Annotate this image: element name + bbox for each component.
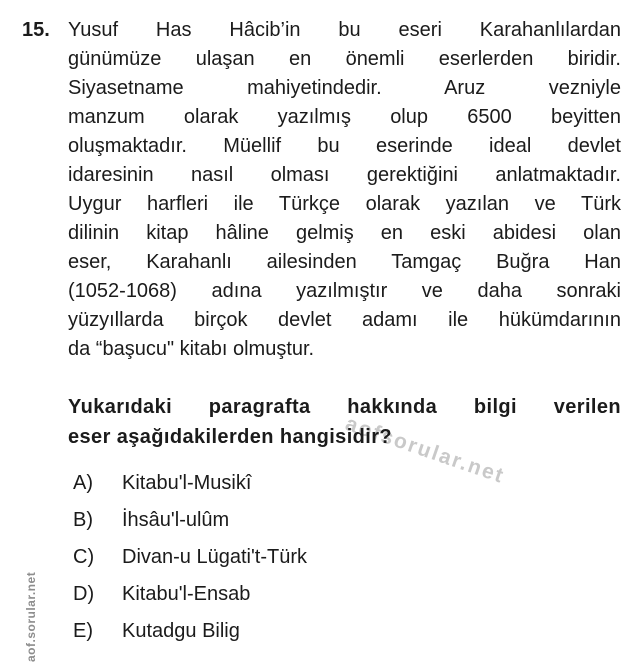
- paragraph-line: yüzyıllarda birçok devlet adamı ile hükümdarının: [68, 309, 621, 331]
- option-e-text: Kutadgu Bilig: [122, 620, 240, 642]
- option-d-letter: D): [73, 583, 95, 605]
- options-list: [73, 472, 307, 643]
- option-b-text: İhsâu'l-ulûm: [122, 509, 230, 531]
- paragraph-line: idaresinin nasıl olması gerektiğini anlatmaktadır.: [68, 164, 621, 186]
- option-c-letter: C): [73, 546, 95, 568]
- paragraph-line: Siyasetname mahiyetindedir. Aruz vezniyle: [68, 77, 621, 99]
- option-e[interactable]: [73, 620, 307, 643]
- paragraph-line: günümüze ulaşan en önemli eserlerden biridir.: [68, 48, 621, 70]
- question-paragraph: [68, 16, 621, 364]
- paragraph-line: Uygur harfleri ile Türkçe olarak yazılan ve Türk: [68, 193, 621, 215]
- prompt-line: Yukarıdaki paragrafta hakkında bilgi verilen: [68, 396, 621, 418]
- option-e-letter: E): [73, 620, 93, 642]
- paragraph-line: manzum olarak yazılmış olup 6500 beyitten: [68, 106, 621, 128]
- paragraph-line: (1052-1068) adına yazılmıştır ve daha sonraki: [68, 280, 621, 302]
- watermark-vertical: aof.sorular.net: [24, 571, 38, 662]
- option-d[interactable]: [73, 583, 307, 606]
- watermark-diagonal: aofsorular.net: [342, 412, 508, 489]
- option-c-text: Divan-u Lügati't-Türk: [122, 546, 307, 568]
- paragraph-line: eser, Karahanlı ailesinden Tamgaç Buğra Han: [68, 251, 621, 273]
- option-b-letter: B): [73, 509, 93, 531]
- paragraph-line: oluşmaktadır. Müellif bu eserinde ideal devlet: [68, 135, 621, 157]
- paragraph-line: da “başucu" kitabı olmuştur.: [68, 338, 315, 360]
- option-a[interactable]: [73, 472, 307, 495]
- prompt-line: eser aşağıdakilerden hangisidir?: [68, 426, 393, 448]
- paragraph-line: dilinin kitap hâline gelmiş en eski abidesi olan: [68, 222, 621, 244]
- option-a-text: Kitabu'l-Musikî: [122, 472, 252, 494]
- question-number: 15.: [22, 19, 50, 41]
- option-b[interactable]: [73, 509, 307, 532]
- paragraph-line: Yusuf Has Hâcib’in bu eseri Karahanlılardan: [68, 19, 621, 41]
- option-a-letter: A): [73, 472, 93, 494]
- option-d-text: Kitabu'l-Ensab: [122, 583, 251, 605]
- question-prompt: [68, 392, 621, 452]
- option-c[interactable]: [73, 546, 307, 569]
